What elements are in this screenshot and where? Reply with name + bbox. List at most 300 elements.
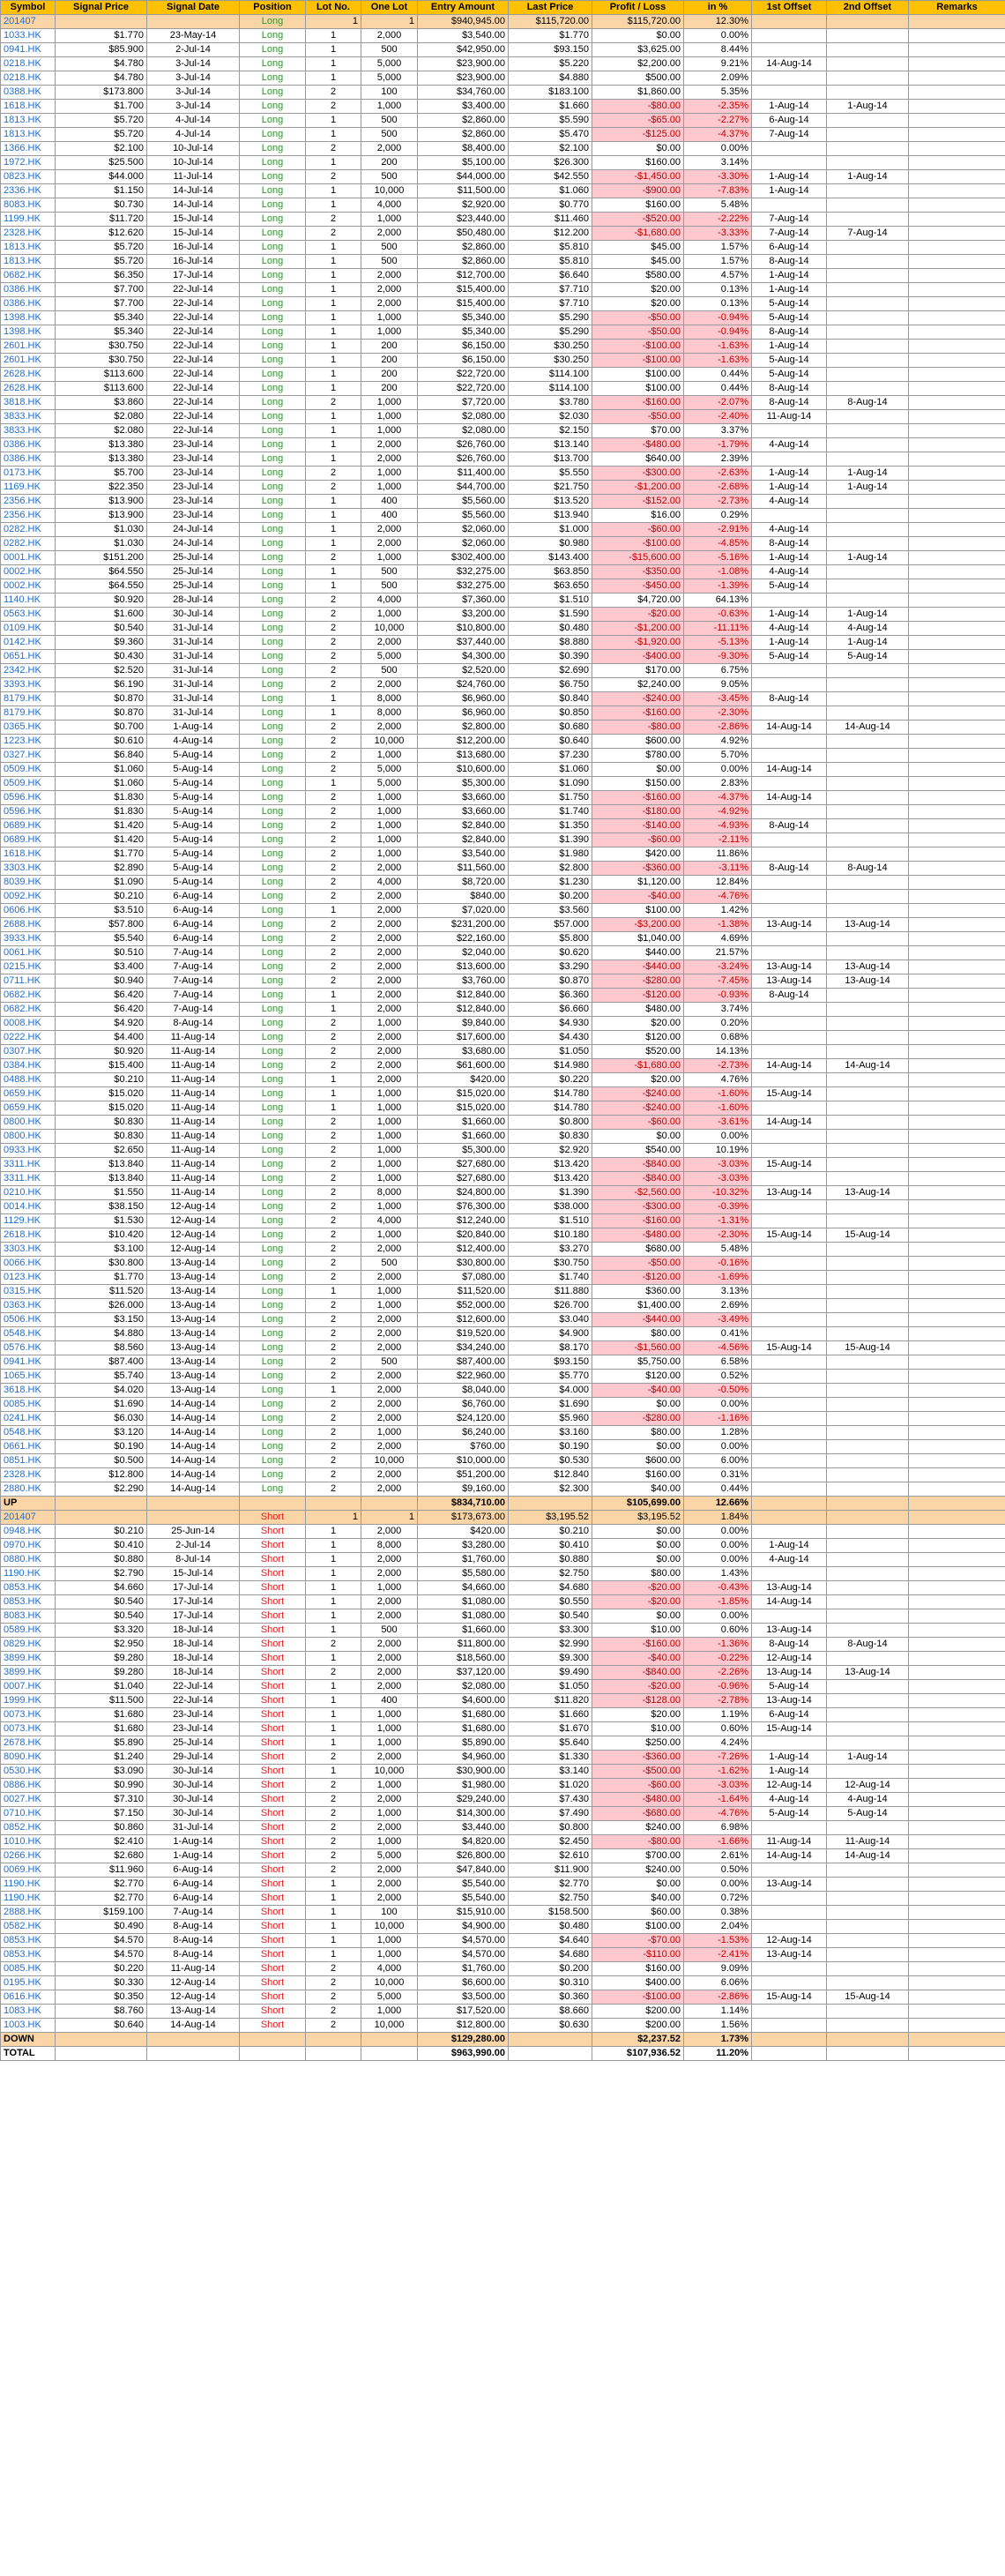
signal-price-cell: $0.510 xyxy=(56,946,147,960)
entry-amount-cell: $30,900.00 xyxy=(418,1765,509,1779)
lot-no-cell: 1 xyxy=(306,71,361,86)
summary-empty-cell xyxy=(509,2047,592,2061)
summary-empty-cell xyxy=(509,2033,592,2047)
summary-label: DOWN xyxy=(1,2033,56,2047)
position-cell: Short xyxy=(240,1539,306,1553)
signal-date-cell: 31-Jul-14 xyxy=(147,664,240,678)
signal-date-cell: 13-Aug-14 xyxy=(147,1299,240,1313)
signal-price-cell: $0.610 xyxy=(56,735,147,749)
one-lot-cell: 2,000 xyxy=(361,932,418,946)
pct-cell: -2.73% xyxy=(684,495,752,509)
offset-2-cell xyxy=(827,1158,909,1172)
pct-cell: 0.60% xyxy=(684,1722,752,1736)
lot-no-cell: 2 xyxy=(306,1059,361,1073)
entry-amount-cell: $9,840.00 xyxy=(418,1017,509,1031)
remarks-cell xyxy=(909,608,1005,622)
signal-price-cell: $0.540 xyxy=(56,1609,147,1624)
remarks-cell xyxy=(909,1708,1005,1722)
offset-1-cell xyxy=(752,1567,827,1581)
position-cell: Short xyxy=(240,1751,306,1765)
offset-1-cell: 6-Aug-14 xyxy=(752,241,827,255)
pct-cell: 6.98% xyxy=(684,1821,752,1835)
signal-price-cell: $13.900 xyxy=(56,509,147,523)
profit-loss-cell: $160.00 xyxy=(592,1468,684,1482)
entry-amount-cell: $5,300.00 xyxy=(418,1144,509,1158)
symbol-cell: 1033.HK xyxy=(1,29,56,43)
table-row xyxy=(1,241,1005,255)
symbol-cell: 0007.HK xyxy=(1,1680,56,1694)
symbol-cell: 0530.HK xyxy=(1,1765,56,1779)
remarks-cell xyxy=(909,1652,1005,1666)
pct-cell: 0.38% xyxy=(684,1906,752,1920)
signal-price-cell: $4.660 xyxy=(56,1581,147,1595)
offset-2-cell xyxy=(827,128,909,142)
offset-1-cell: 5-Aug-14 xyxy=(752,1680,827,1694)
table-row xyxy=(1,1285,1005,1299)
signal-price-cell: $0.700 xyxy=(56,721,147,735)
entry-amount-cell: $44,700.00 xyxy=(418,481,509,495)
position-cell: Long xyxy=(240,960,306,974)
one-lot-cell: 1,000 xyxy=(361,481,418,495)
offset-1-cell xyxy=(752,1412,827,1426)
table-row xyxy=(1,678,1005,692)
remarks-cell xyxy=(909,1144,1005,1158)
pct-cell: -5.16% xyxy=(684,551,752,565)
signal-price-cell: $1.690 xyxy=(56,1398,147,1412)
remarks-cell xyxy=(909,410,1005,424)
symbol-cell: 0880.HK xyxy=(1,1553,56,1567)
one-lot-cell: 2,000 xyxy=(361,283,418,297)
profit-loss-cell: -$20.00 xyxy=(592,608,684,622)
lot-no-cell: 2 xyxy=(306,1482,361,1497)
offset-2-cell: 1-Aug-14 xyxy=(827,551,909,565)
table-row xyxy=(1,1624,1005,1638)
column-header: Signal Price xyxy=(56,1,147,15)
lot-no-cell: 2 xyxy=(306,1200,361,1214)
last-price-cell: $5.810 xyxy=(509,241,592,255)
pct-cell: -2.41% xyxy=(684,1948,752,1962)
signal-price-cell: $1.030 xyxy=(56,537,147,551)
entry-amount-cell: $6,150.00 xyxy=(418,354,509,368)
offset-2-cell xyxy=(827,1313,909,1327)
signal-date-cell: 3-Jul-14 xyxy=(147,71,240,86)
remarks-cell xyxy=(909,311,1005,325)
position-cell: Long xyxy=(240,86,306,100)
signal-price-cell: $3.860 xyxy=(56,396,147,410)
pct-cell: 0.60% xyxy=(684,1624,752,1638)
one-lot-cell: 2,000 xyxy=(361,1680,418,1694)
offset-1-cell: 5-Aug-14 xyxy=(752,579,827,594)
profit-loss-cell: $0.00 xyxy=(592,1609,684,1624)
position-cell: Long xyxy=(240,15,306,29)
position-cell: Long xyxy=(240,1327,306,1341)
offset-2-cell xyxy=(827,1327,909,1341)
table-row xyxy=(1,227,1005,241)
profit-loss-cell: -$180.00 xyxy=(592,805,684,819)
lot-no-cell: 2 xyxy=(306,819,361,833)
entry-amount-cell: $840.00 xyxy=(418,890,509,904)
offset-1-cell xyxy=(752,1454,827,1468)
position-cell: Short xyxy=(240,1708,306,1722)
signal-price-cell: $0.920 xyxy=(56,594,147,608)
table-header xyxy=(1,1,1005,15)
last-price-cell: $0.480 xyxy=(509,1920,592,1934)
signal-date-cell: 30-Jul-14 xyxy=(147,608,240,622)
symbol-cell: 0282.HK xyxy=(1,523,56,537)
entry-amount-cell: $2,800.00 xyxy=(418,721,509,735)
symbol-cell: 0142.HK xyxy=(1,636,56,650)
lot-no-cell: 2 xyxy=(306,749,361,763)
table-row xyxy=(1,1017,1005,1031)
offset-2-cell: 4-Aug-14 xyxy=(827,622,909,636)
signal-price-cell: $15.020 xyxy=(56,1087,147,1101)
offset-2-cell: 13-Aug-14 xyxy=(827,918,909,932)
offset-2-cell xyxy=(827,311,909,325)
position-cell: Long xyxy=(240,918,306,932)
offset-1-cell xyxy=(752,2005,827,2019)
entry-amount-cell: $22,720.00 xyxy=(418,368,509,382)
entry-amount-cell: $1,660.00 xyxy=(418,1116,509,1130)
lot-no-cell: 2 xyxy=(306,1116,361,1130)
last-price-cell: $1.060 xyxy=(509,763,592,777)
offset-2-cell xyxy=(827,1384,909,1398)
last-price-cell: $26.700 xyxy=(509,1299,592,1313)
one-lot-cell: 1,000 xyxy=(361,1426,418,1440)
signal-date-cell: 11-Aug-14 xyxy=(147,1186,240,1200)
last-price-cell: $143.400 xyxy=(509,551,592,565)
table-row xyxy=(1,622,1005,636)
signal-date-cell: 14-Jul-14 xyxy=(147,198,240,213)
signal-date-cell: 14-Aug-14 xyxy=(147,1454,240,1468)
offset-1-cell xyxy=(752,424,827,438)
last-price-cell: $2.920 xyxy=(509,1144,592,1158)
signal-date-cell: 23-Jul-14 xyxy=(147,481,240,495)
lot-no-cell: 2 xyxy=(306,918,361,932)
pct-cell: 0.00% xyxy=(684,1525,752,1539)
one-lot-cell: 10,000 xyxy=(361,184,418,198)
last-price-cell: $2.800 xyxy=(509,862,592,876)
last-price-cell: $0.830 xyxy=(509,1130,592,1144)
remarks-cell xyxy=(909,1751,1005,1765)
offset-2-cell: 13-Aug-14 xyxy=(827,1666,909,1680)
pct-cell: -0.16% xyxy=(684,1257,752,1271)
one-lot-cell: 1,000 xyxy=(361,213,418,227)
offset-1-cell: 1-Aug-14 xyxy=(752,467,827,481)
position-cell: Long xyxy=(240,1468,306,1482)
signal-price-cell: $87.400 xyxy=(56,1355,147,1370)
offset-1-cell: 13-Aug-14 xyxy=(752,1581,827,1595)
pct-cell: 6.00% xyxy=(684,1454,752,1468)
one-lot-cell: 500 xyxy=(361,255,418,269)
signal-date-cell: 23-Jul-14 xyxy=(147,467,240,481)
one-lot-cell: 1,000 xyxy=(361,1581,418,1595)
entry-amount-cell: $7,360.00 xyxy=(418,594,509,608)
signal-price-cell: $4.780 xyxy=(56,71,147,86)
position-cell: Long xyxy=(240,297,306,311)
last-price-cell: $13.420 xyxy=(509,1158,592,1172)
signal-date-cell: 5-Aug-14 xyxy=(147,749,240,763)
position-cell: Short xyxy=(240,1652,306,1666)
lot-no-cell: 1 xyxy=(306,1609,361,1624)
signal-date-cell: 25-Jun-14 xyxy=(147,1525,240,1539)
position-cell: Long xyxy=(240,1482,306,1497)
position-cell: Long xyxy=(240,340,306,354)
offset-1-cell xyxy=(752,1003,827,1017)
remarks-cell xyxy=(909,184,1005,198)
offset-1-cell: 14-Aug-14 xyxy=(752,721,827,735)
one-lot-cell: 2,000 xyxy=(361,974,418,989)
offset-2-cell xyxy=(827,1511,909,1525)
last-price-cell: $14.780 xyxy=(509,1087,592,1101)
one-lot-cell: 8,000 xyxy=(361,706,418,721)
pct-cell: -2.91% xyxy=(684,523,752,537)
profit-loss-cell: $2,200.00 xyxy=(592,57,684,71)
lot-no-cell: 1 xyxy=(306,15,361,29)
table-row xyxy=(1,594,1005,608)
last-price-cell: $0.840 xyxy=(509,692,592,706)
summary-empty-cell xyxy=(306,2047,361,2061)
lot-no-cell: 1 xyxy=(306,1680,361,1694)
offset-2-cell xyxy=(827,1087,909,1101)
offset-1-cell: 8-Aug-14 xyxy=(752,325,827,340)
table-row xyxy=(1,1567,1005,1581)
offset-1-cell xyxy=(752,1313,827,1327)
remarks-cell xyxy=(909,537,1005,551)
position-cell: Short xyxy=(240,1934,306,1948)
position-cell: Short xyxy=(240,1511,306,1525)
position-cell: Long xyxy=(240,325,306,340)
offset-2-cell xyxy=(827,819,909,833)
position-cell: Short xyxy=(240,1948,306,1962)
position-cell: Long xyxy=(240,650,306,664)
remarks-cell xyxy=(909,283,1005,297)
signal-date-cell: 11-Aug-14 xyxy=(147,1130,240,1144)
symbol-cell: 0363.HK xyxy=(1,1299,56,1313)
symbol-cell: 0241.HK xyxy=(1,1412,56,1426)
last-price-cell: $0.630 xyxy=(509,2019,592,2033)
profit-loss-cell: $360.00 xyxy=(592,1285,684,1299)
entry-amount-cell: $1,680.00 xyxy=(418,1708,509,1722)
signal-date-cell: 30-Jul-14 xyxy=(147,1807,240,1821)
offset-1-cell xyxy=(752,1511,827,1525)
lot-no-cell: 2 xyxy=(306,227,361,241)
signal-price-cell: $5.720 xyxy=(56,255,147,269)
last-price-cell: $6.360 xyxy=(509,989,592,1003)
offset-1-cell: 13-Aug-14 xyxy=(752,1694,827,1708)
offset-1-cell xyxy=(752,15,827,29)
pct-cell: -2.30% xyxy=(684,706,752,721)
summary-entry: $963,990.00 xyxy=(418,2047,509,2061)
signal-price-cell: $1.040 xyxy=(56,1680,147,1694)
one-lot-cell: 4,000 xyxy=(361,1962,418,1976)
entry-amount-cell: $5,540.00 xyxy=(418,1878,509,1892)
one-lot-cell: 1,000 xyxy=(361,819,418,833)
remarks-cell xyxy=(909,932,1005,946)
position-cell: Long xyxy=(240,1087,306,1101)
signal-date-cell: 12-Aug-14 xyxy=(147,1214,240,1228)
column-header: 1st Offset xyxy=(752,1,827,15)
position-cell: Long xyxy=(240,1186,306,1200)
signal-date-cell: 25-Jul-14 xyxy=(147,1736,240,1751)
lot-no-cell: 2 xyxy=(306,1863,361,1878)
symbol-cell: 0596.HK xyxy=(1,805,56,819)
column-header: Entry Amount xyxy=(418,1,509,15)
profit-loss-cell: $80.00 xyxy=(592,1567,684,1581)
last-price-cell: $1.980 xyxy=(509,847,592,862)
profit-loss-cell: -$20.00 xyxy=(592,1581,684,1595)
pct-cell: 0.00% xyxy=(684,1440,752,1454)
signal-price-cell: $11.520 xyxy=(56,1285,147,1299)
last-price-cell: $4.680 xyxy=(509,1948,592,1962)
offset-2-cell xyxy=(827,932,909,946)
summary-empty-cell xyxy=(827,2047,909,2061)
signal-date-cell: 5-Aug-14 xyxy=(147,833,240,847)
lot-no-cell: 1 xyxy=(306,1934,361,1948)
entry-amount-cell: $5,100.00 xyxy=(418,156,509,170)
signal-date-cell: 15-Jul-14 xyxy=(147,213,240,227)
entry-amount-cell: $6,240.00 xyxy=(418,1426,509,1440)
symbol-cell: 2356.HK xyxy=(1,495,56,509)
pct-cell: -3.49% xyxy=(684,1313,752,1327)
pct-cell: -11.11% xyxy=(684,622,752,636)
position-cell: Long xyxy=(240,114,306,128)
offset-1-cell xyxy=(752,1130,827,1144)
symbol-cell: 0711.HK xyxy=(1,974,56,989)
offset-2-cell xyxy=(827,71,909,86)
last-price-cell: $1.050 xyxy=(509,1680,592,1694)
table-row xyxy=(1,1059,1005,1073)
signal-date-cell: 14-Aug-14 xyxy=(147,1468,240,1482)
table-row xyxy=(1,100,1005,114)
table-row xyxy=(1,862,1005,876)
symbol-cell: 3303.HK xyxy=(1,1243,56,1257)
last-price-cell: $1.670 xyxy=(509,1722,592,1736)
summary-label: TOTAL xyxy=(1,2047,56,2061)
remarks-cell xyxy=(909,1609,1005,1624)
table-row xyxy=(1,1468,1005,1482)
table-row xyxy=(1,1243,1005,1257)
last-price-cell: $3.140 xyxy=(509,1765,592,1779)
one-lot-cell: 2,000 xyxy=(361,1073,418,1087)
entry-amount-cell: $3,660.00 xyxy=(418,805,509,819)
lot-no-cell: 1 xyxy=(306,1087,361,1101)
signal-date-cell: 13-Aug-14 xyxy=(147,1384,240,1398)
pct-cell: 12.30% xyxy=(684,15,752,29)
offset-1-cell xyxy=(752,1736,827,1751)
last-price-cell: $5.810 xyxy=(509,255,592,269)
offset-2-cell xyxy=(827,1214,909,1228)
signal-price-cell: $1.030 xyxy=(56,523,147,537)
symbol-cell: 0210.HK xyxy=(1,1186,56,1200)
signal-date-cell: 6-Aug-14 xyxy=(147,904,240,918)
offset-2-cell xyxy=(827,1144,909,1158)
position-cell: Long xyxy=(240,706,306,721)
profit-loss-cell: -$240.00 xyxy=(592,1101,684,1116)
summary-empty-cell xyxy=(909,2047,1005,2061)
lot-no-cell: 1 xyxy=(306,424,361,438)
entry-amount-cell: $11,800.00 xyxy=(418,1638,509,1652)
profit-loss-cell: $100.00 xyxy=(592,368,684,382)
offset-2-cell: 4-Aug-14 xyxy=(827,1793,909,1807)
signal-price-cell: $8.560 xyxy=(56,1341,147,1355)
entry-amount-cell: $20,840.00 xyxy=(418,1228,509,1243)
symbol-cell: 1010.HK xyxy=(1,1835,56,1849)
table-row xyxy=(1,819,1005,833)
position-cell: Long xyxy=(240,622,306,636)
pct-cell: -2.07% xyxy=(684,396,752,410)
lot-no-cell: 2 xyxy=(306,1468,361,1482)
table-row xyxy=(1,1666,1005,1680)
one-lot-cell: 1,000 xyxy=(361,1101,418,1116)
lot-no-cell: 1 xyxy=(306,382,361,396)
signal-price-cell: $1.680 xyxy=(56,1722,147,1736)
one-lot-cell: 1,000 xyxy=(361,1948,418,1962)
last-price-cell: $93.150 xyxy=(509,1355,592,1370)
signal-price-cell: $4.020 xyxy=(56,1384,147,1398)
offset-2-cell xyxy=(827,1934,909,1948)
position-cell: Short xyxy=(240,1835,306,1849)
position-cell: Long xyxy=(240,368,306,382)
one-lot-cell: 4,000 xyxy=(361,198,418,213)
position-cell: Long xyxy=(240,1355,306,1370)
symbol-cell: 0218.HK xyxy=(1,71,56,86)
last-price-cell: $30.750 xyxy=(509,1257,592,1271)
signal-date-cell: 22-Jul-14 xyxy=(147,325,240,340)
lot-no-cell: 1 xyxy=(306,1722,361,1736)
lot-no-cell: 1 xyxy=(306,1878,361,1892)
profit-loss-cell: -$520.00 xyxy=(592,213,684,227)
lot-no-cell: 1 xyxy=(306,438,361,452)
pct-cell: -3.30% xyxy=(684,170,752,184)
pct-cell: 0.00% xyxy=(684,29,752,43)
signal-price-cell: $6.420 xyxy=(56,1003,147,1017)
pct-cell: 0.00% xyxy=(684,1609,752,1624)
lot-no-cell: 1 xyxy=(306,537,361,551)
profit-loss-cell: -$3,200.00 xyxy=(592,918,684,932)
profit-loss-cell: -$840.00 xyxy=(592,1172,684,1186)
offset-2-cell xyxy=(827,297,909,311)
profit-loss-cell: -$60.00 xyxy=(592,1779,684,1793)
one-lot-cell: 2,000 xyxy=(361,1243,418,1257)
lot-no-cell: 2 xyxy=(306,100,361,114)
offset-2-cell xyxy=(827,86,909,100)
signal-price-cell: $2.770 xyxy=(56,1878,147,1892)
table-row xyxy=(1,269,1005,283)
position-cell: Short xyxy=(240,2005,306,2019)
profit-loss-cell: $250.00 xyxy=(592,1736,684,1751)
position-cell: Long xyxy=(240,551,306,565)
symbol-cell: 0941.HK xyxy=(1,1355,56,1370)
signal-date-cell: 12-Aug-14 xyxy=(147,1976,240,1990)
position-cell: Short xyxy=(240,1878,306,1892)
position-cell: Short xyxy=(240,1553,306,1567)
lot-no-cell: 1 xyxy=(306,1539,361,1553)
table-row xyxy=(1,1313,1005,1327)
entry-amount-cell: $1,980.00 xyxy=(418,1779,509,1793)
lot-no-cell: 2 xyxy=(306,622,361,636)
table-row xyxy=(1,71,1005,86)
symbol-cell: 0307.HK xyxy=(1,1045,56,1059)
entry-amount-cell: $26,760.00 xyxy=(418,438,509,452)
signal-price-cell: $15.400 xyxy=(56,1059,147,1073)
profit-loss-cell: $45.00 xyxy=(592,255,684,269)
pct-cell: 0.00% xyxy=(684,763,752,777)
entry-amount-cell: $22,960.00 xyxy=(418,1370,509,1384)
lot-no-cell: 2 xyxy=(306,890,361,904)
symbol-cell: 0365.HK xyxy=(1,721,56,735)
table-row xyxy=(1,1271,1005,1285)
profit-loss-cell: $0.00 xyxy=(592,1398,684,1412)
